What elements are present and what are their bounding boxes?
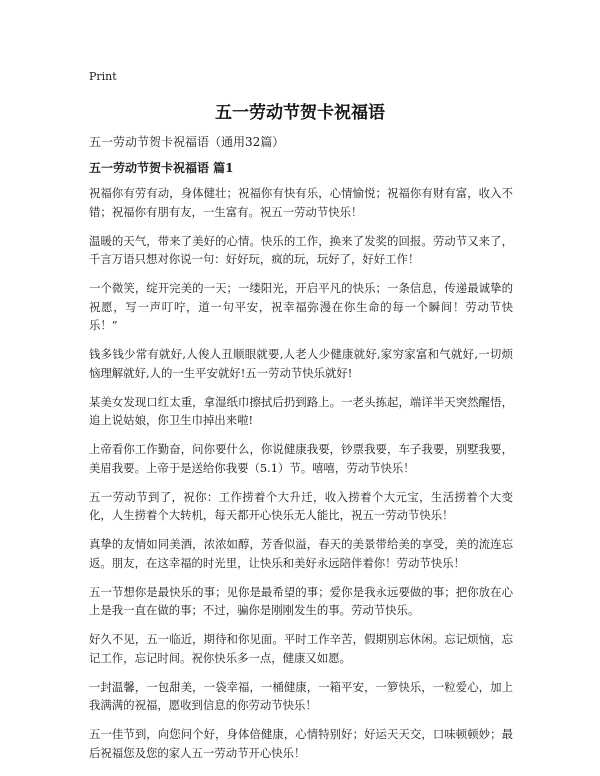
paragraph: 五一劳动节到了，祝你：工作捞着个大升迁，收入捞着个大元宝，生活捞着个大变化，人生捞着个大转机，每天都开心快乐无人能比，祝五一劳动节快乐！ [89,489,513,522]
paragraph: 一封温馨，一包甜美，一袋幸福，一桶健康，一箱平安，一箩快乐，一粒爱心，加上我满满的祝福，愿收到信息的你劳动节快乐！ [89,679,513,712]
paragraph: 真挚的友情如同美酒，浓浓如醇，芳香似溢，春天的美景带给美的享受，美的流连忘返。朋友，在这幸福的时光里，让快乐和美好永远陪伴着你！劳动节快乐！ [89,537,513,570]
paragraph: 某美女发现口红太重，拿湿纸巾擦拭后扔到路上。一老头拣起，端详半天突然醒悟，追上说姑娘，你卫生巾掉出来啦! [89,394,513,427]
document-title: 五一劳动节贺卡祝福语 [215,103,385,123]
paragraph: 好久不见，五一临近，期待和你见面。平时工作辛苦，假期别忘休闲。忘记烦恼，忘记工作，忘记时间。祝你快乐多一点，健康又如愿。 [89,632,513,665]
section-heading: 五一劳动节贺卡祝福语 篇1 [89,161,234,175]
paragraph: 五一佳节到，向您问个好，身体倍健康，心情特别好；好运天天交，口味顿顿妙；最后祝福您及您的家人五一劳动节开心快乐！ [89,727,513,760]
print-link[interactable]: Print [89,70,117,83]
paragraph: 上帝看你工作勤奋，问你要什么，你说健康我要，钞票我要，车子我要，别墅我要，美眉我要。上帝于是送给你我要（5.1）节。嘻嘻，劳动节快乐！ [89,442,513,475]
paragraph: 一个微笑，绽开完美的一天；一缕阳光，开启平凡的快乐；一条信息，传递最诚挚的祝愿，写一声叮咛，道一句平安，祝幸福弥漫在你生命的每一个瞬间！劳动节快乐！” [89,281,513,332]
paragraph: 祝福你有劳有动，身体健壮；祝福你有快有乐，心情愉悦；祝福你有财有富，收入不错；祝福你有朋有友，一生富有。祝五一劳动节快乐！ [89,186,513,219]
paragraph: 五一节想你是最快乐的事；见你是最希望的事；爱你是我永远要做的事；把你放在心上是我一直在做的事；不过，骗你是刚刚发生的事。劳动节快乐。 [89,584,513,617]
article-body [89,184,513,773]
paragraph: 钱多钱少常有就好,人俊人丑顺眼就要,人老人少健康就好,家穷家富和气就好,一切烦恼理解就好,人的一生平安就好!五一劳动节快乐就好! [89,347,513,380]
paragraph: 温暖的天气，带来了美好的心情。快乐的工作，换来了发奖的回报。劳动节又来了，千言万语只想对你说一句：好好玩，疯的玩，玩好了，好好工作！ [89,233,513,266]
document-subtitle: 五一劳动节贺卡祝福语（通用32篇） [89,135,285,149]
